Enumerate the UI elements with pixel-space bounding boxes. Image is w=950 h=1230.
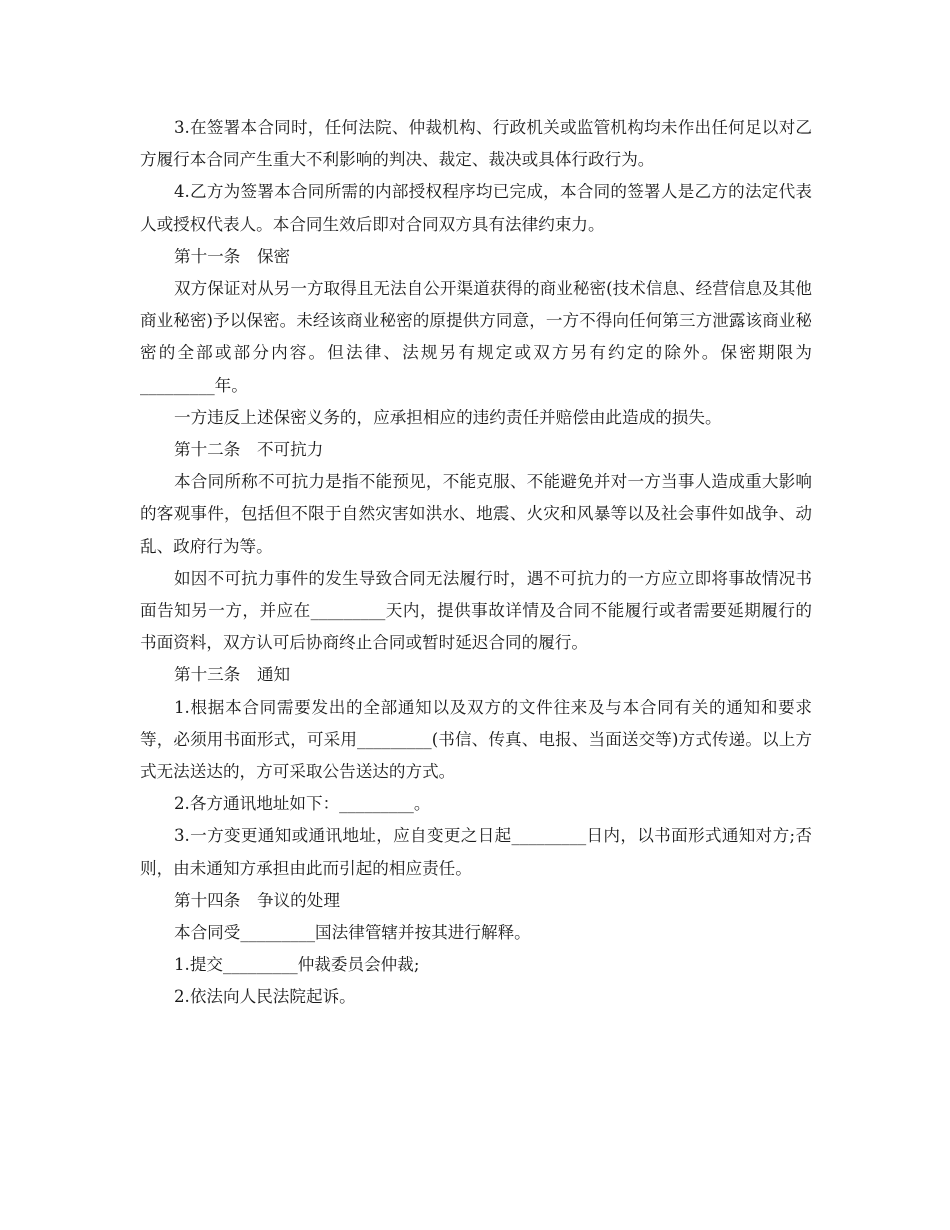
document-body — [140, 112, 812, 1014]
clause-10-item-3: 3.在签署本合同时，任何法院、仲裁机构、行政机关或监管机构均未作出任何足以对乙方履行本合同产生重大不利影响的判决、裁定、裁决或具体行政行为。 — [140, 118, 812, 170]
clause-14-item-1: 1.提交_________仲裁委员会仲裁; — [174, 955, 420, 975]
clause-13-item-2: 2.各方通讯地址如下：_________。 — [174, 794, 431, 814]
clause-13-heading: 第十三条 通知 — [174, 665, 291, 685]
clause-12-heading: 第十二条 不可抗力 — [174, 440, 324, 460]
clause-12-paragraph-1: 本合同所称不可抗力是指不能预见，不能克服、不能避免并对一方当事人造成重大影响的客观事件，包括但不限于自然灾害如洪水、地震、火灾和风暴等以及社会事件如战争、动乱、政府行为等。 — [140, 472, 812, 556]
clause-11-heading: 第十一条 保密 — [174, 246, 291, 266]
clause-14-paragraph-1: 本合同受_________国法律管辖并按其进行解释。 — [174, 923, 531, 943]
clause-11-paragraph-2: 一方违反上述保密义务的，应承担相应的违约责任并赔偿由此造成的损失。 — [174, 407, 722, 427]
clause-13-item-1: 1.根据本合同需要发出的全部通知以及双方的文件往来及与本合同有关的通知和要求等，必须用书面形式，可采用_________(书信、传真、电报、当面送交等)方式传递。以上方式无法送达的，方可采取公告送达的方式。 — [140, 697, 812, 782]
clause-13-item-3: 3.一方变更通知或通讯地址，应自变更之日起_________日内，以书面形式通知对方;否则，由未通知方承担由此而引起的相应责任。 — [140, 826, 812, 878]
clause-14-item-2: 2.依法向人民法院起诉。 — [174, 987, 356, 1007]
clause-14-heading: 第十四条 争议的处理 — [174, 890, 340, 910]
clause-11-paragraph-1: 双方保证对从另一方取得且无法自公开渠道获得的商业秘密(技术信息、经营信息及其他商业秘密)予以保密。未经该商业秘密的原提供方同意，一方不得向任何第三方泄露该商业秘密的全部或部分内容。但法律、法规另有规定或双方另有约定的除外。保密期限为_________年。 — [140, 279, 812, 395]
clause-10-item-4: 4.乙方为签署本合同所需的内部授权程序均已完成，本合同的签署人是乙方的法定代表人或授权代表人。本合同生效后即对合同双方具有法律约束力。 — [140, 182, 812, 234]
clause-12-paragraph-2: 如因不可抗力事件的发生导致合同无法履行时，遇不可抗力的一方应立即将事故情况书面告知另一方，并应在_________天内，提供事故详情及合同不能履行或者需要延期履行的书面资料，双方认可后协商终止合同或暂时延迟合同的履行。 — [140, 568, 812, 653]
